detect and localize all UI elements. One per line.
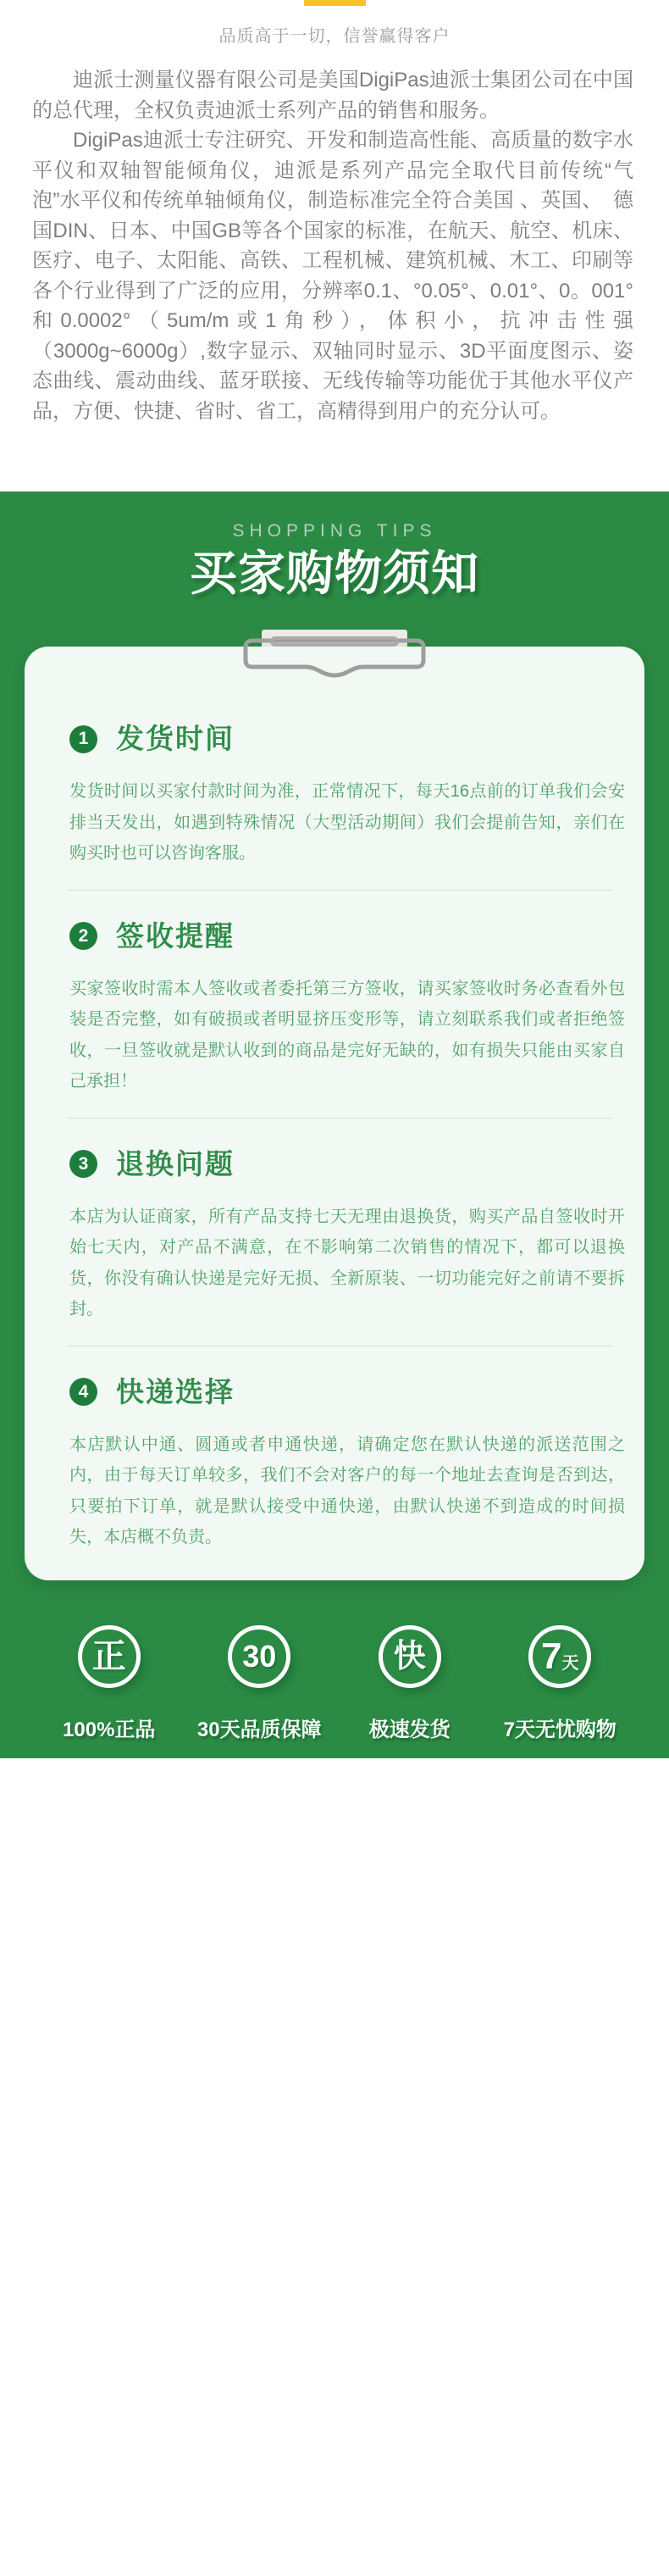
badge-label: 极速发货 <box>368 1718 451 1741</box>
section-title: 快递选择 <box>116 1375 235 1407</box>
section-number-badge: 1 <box>69 725 97 753</box>
section-shipping <box>69 722 628 869</box>
section-heading <box>69 722 628 756</box>
section-returns <box>69 1147 628 1325</box>
intro-paragraph-1: 迪派士测量仪器有限公司是美国DigiPas迪派士集团公司在中国的总代理，全权负责迪派士系列产品的销售和服务。 <box>32 69 633 122</box>
intro-paragraph-2: DigiPas迪派士专注研究、开发和制造高性能、高质量的数字水平仪和双轴智能倾角仪，迪派是系列产品完全取代目前传统“气泡”水平仪和传统单轴倾角仪，制造标准完全符合美国 、英国、 德国DIN、日本、中国GB等各个国家的标准，在航天、航空、机床、医疗、电子、太阳能、高铁、工程机械、建筑机械、木工、印刷等各个行业得到了广泛的应用，分辨率0.1、°0.05°、0.01°、0。001°和0.0002°（5um/m或1角秒），体积小，抗冲击性强（3000g~6000g）,数字显示、双轴同时显示、3D平面度图示、姿态曲线、震动曲线、蓝牙联接、无线传输等功能优于其他水平仪产品，方便、快捷、省时、省工，高精得到用户的充分认可。 <box>32 129 633 423</box>
badge-label: 100%正品 <box>63 1718 156 1741</box>
bottom-whitespace <box>0 1758 669 2576</box>
fast-shipping-badge-icon <box>379 1625 441 1688</box>
section-courier <box>69 1375 628 1553</box>
section-sign-reminder <box>69 919 628 1097</box>
badge-label: 30天品质保障 <box>196 1718 322 1741</box>
section-heading <box>69 1147 628 1181</box>
guarantee-badge-7days <box>492 1625 628 1742</box>
guarantee-badge-quality <box>191 1625 327 1742</box>
notice-card <box>25 647 644 1580</box>
section-heading <box>69 1375 628 1409</box>
guarantee-badge-fast <box>342 1625 478 1742</box>
badge-glyph: 正 <box>91 1637 126 1675</box>
notice-card-wrap <box>0 647 669 1580</box>
clipboard-clip-icon <box>241 636 428 679</box>
divider <box>67 1118 612 1119</box>
quality-badge-icon <box>228 1625 290 1688</box>
notice-title: 买家购物须知 <box>190 547 479 600</box>
section-number-badge: 4 <box>69 1378 97 1406</box>
top-accent-bar <box>304 0 366 6</box>
section-title: 退换问题 <box>116 1147 235 1180</box>
badge-label: 7天无忧购物 <box>503 1718 616 1741</box>
divider <box>67 890 612 891</box>
section-number-badge: 3 <box>69 1150 97 1178</box>
section-title: 签收提醒 <box>116 919 235 952</box>
shopping-notice-section <box>0 491 669 1758</box>
badge-glyph: 7 <box>541 1635 562 1677</box>
section-number-badge: 2 <box>69 922 97 950</box>
section-heading <box>69 919 628 953</box>
section-title: 发货时间 <box>116 723 235 754</box>
section-body: 买家签收时需本人签收或者委托第三方签收，请买家签收时务必查看外包装是否完整，如有破损或者明显挤压变形等，请立刻联系我们或者拒绝签收，一旦签收就是默认收到的商品是完好无缺的，如有损失只能由买家自己承担！ <box>69 979 625 1091</box>
section-body: 本店为认证商家，所有产品支持七天无理由退换货，购买产品自签收时开始七天内，对产品不满意，在不影响第二次销售的情况下，都可以退换货，你没有确认快递是完好无损、全新原装、一切功能完好之前请不要拆封。 <box>69 1207 625 1319</box>
guarantee-badge-authentic <box>41 1625 177 1742</box>
company-intro <box>32 65 633 426</box>
badge-glyph: 快 <box>393 1638 426 1674</box>
notice-eyebrow: SHOPPING TIPS <box>232 521 437 541</box>
seven-day-badge-icon <box>528 1625 591 1688</box>
guarantee-badges <box>0 1625 669 1742</box>
tagline: 品质高于一切，信誉赢得客户 <box>218 27 451 46</box>
intro-section <box>0 0 669 491</box>
section-body: 发货时间以买家付款时间为准，正常情况下，每天16点前的订单我们会安排当天发出，如遇到特殊情况（大型活动期间）我们会提前告知，亲们在购买时也可以咨询客服。 <box>69 782 625 863</box>
badge-glyph-small: 天 <box>561 1653 579 1673</box>
badge-glyph: 30 <box>242 1638 277 1674</box>
section-body: 本店默认中通、圆通或者申通快递，请确定您在默认快递的派送范围之内，由于每天订单较多，我们不会对客户的每一个地址去查询是否到达，只要拍下订单，就是默认接受中通快递，由默认快递不到造成的时间损失，本店概不负责。 <box>69 1435 625 1546</box>
authentic-badge-icon <box>78 1625 141 1688</box>
